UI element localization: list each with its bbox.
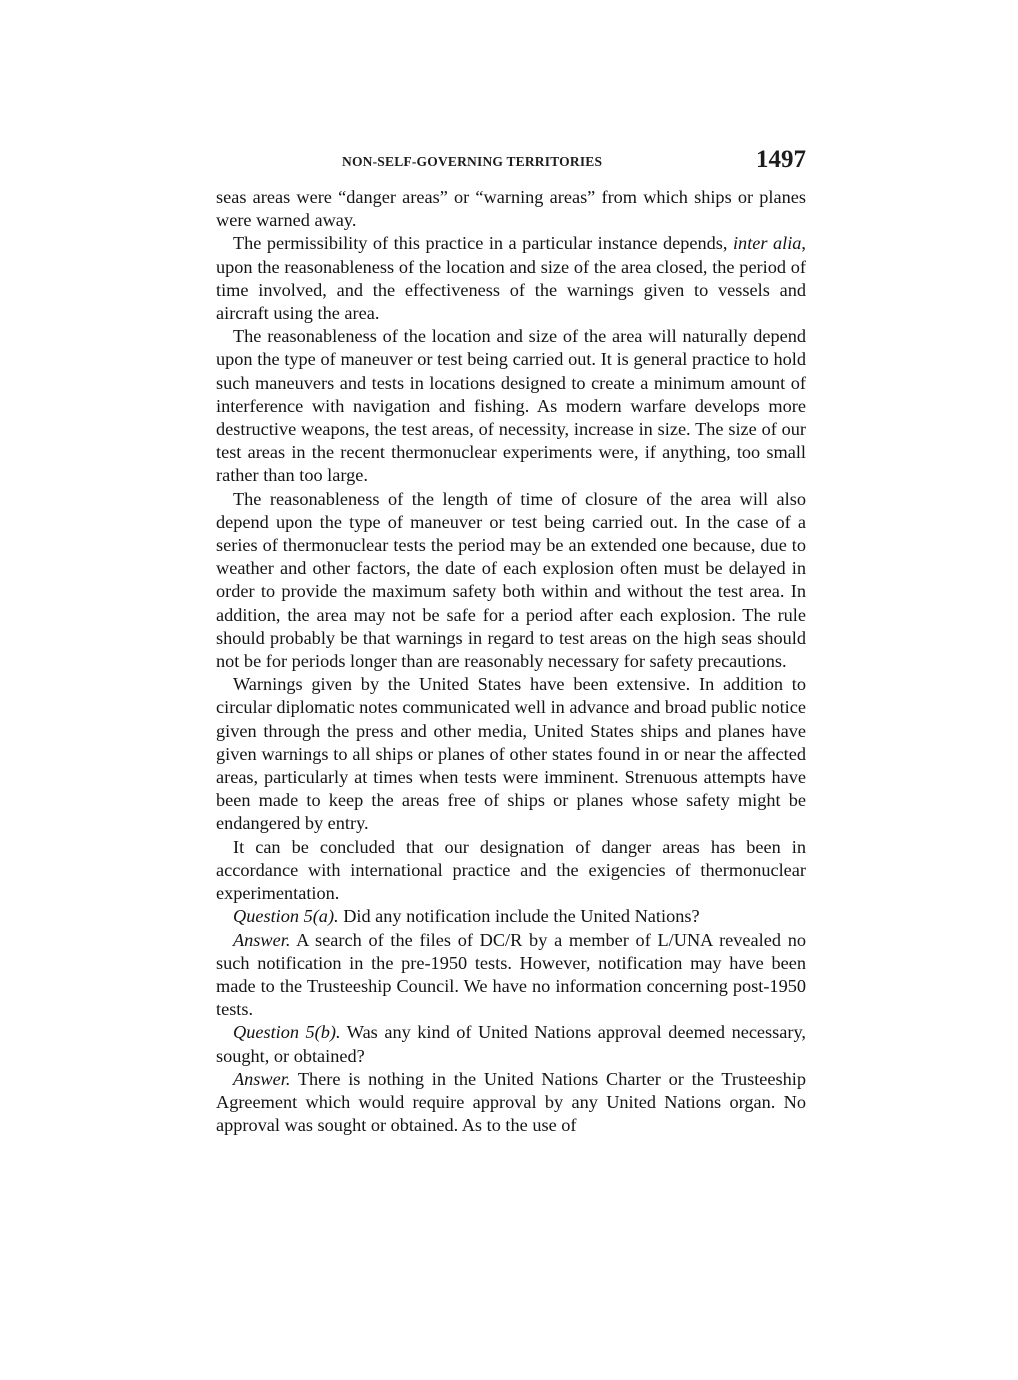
running-head <box>216 146 806 178</box>
question-text: Did any notification include the United Nations? <box>343 906 700 927</box>
answer-label: Answer. <box>233 1068 291 1089</box>
latin-phrase: inter alia <box>732 233 802 254</box>
paragraph-warnings: Warnings given by the United States have been extensive. In addition to circular diplomatic notes communicated well in advance and broad public notice given through the press and other media, United States ships and planes have given warnings to all ships or planes of other states found in or near the affected areas, particularly at times when tests were imminent. Strenuous attempts have been made to keep the areas free of ships or planes whose safety might be endangered by entry. <box>216 674 806 834</box>
question-label: Question 5(b). <box>233 1022 341 1043</box>
running-title: NON-SELF-GOVERNING TERRITORIES <box>342 154 603 169</box>
answer-text: There is nothing in the United Nations Charter or the Trusteeship Agreement which would require approval by any United Nations organ. No approval was sought or obtained. As to the use of <box>216 1068 806 1136</box>
question-5a <box>216 905 806 928</box>
paragraph-permissibility <box>216 232 806 325</box>
paragraph-continued: seas areas were “danger areas” or “warning areas” from which ships or planes were warned away. <box>216 187 806 231</box>
page-number: 1497 <box>756 146 806 173</box>
answer-label: Answer. <box>233 929 291 950</box>
answer-text: A search of the files of DC/R by a member of L/UNA revealed no such notification in the pre-1950 tests. However, notification may have been made to the Trusteeship Council. We have no information concerning post-1950 tests. <box>216 929 807 1020</box>
answer-5a <box>216 929 806 1022</box>
question-label: Question 5(a). <box>233 906 339 927</box>
paragraph-time-of-closure: The reasonableness of the length of time of closure of the area will also depend upon the type of maneuver or test being carried out. In the case of a series of thermonuclear tests the period may be an extended one because, due to weather and other factors, the date of each explosion often must be delayed in order to provide the maximum safety both within and without the test area. In addition, the area may not be safe for a period after each explosion. The rule should probably be that warnings in regard to test areas on the high seas should not be for periods longer than are reasonably necessary for safety precautions. <box>216 488 806 672</box>
question-5b <box>216 1021 806 1067</box>
answer-5b <box>216 1068 806 1138</box>
paragraph-text: The permissibility of this practice in a particular instance depends, <box>233 233 728 254</box>
question-text: Was any kind of United Nations approval deemed necessary, sought, or obtained? <box>216 1022 807 1066</box>
body-text <box>216 186 806 1137</box>
paragraph-text: , upon the reasonableness of the location and size of the area closed, the period of time involved, and the effectiveness of the warnings given to vessels and aircraft using the area. <box>216 233 806 324</box>
paragraph-conclusion: It can be concluded that our designation of danger areas has been in accordance with international practice and the exigencies of thermonuclear experimentation. <box>216 836 806 904</box>
paragraph-location-size: The reasonableness of the location and size of the area will naturally depend upon the type of maneuver or test being carried out. It is general practice to hold such maneuvers and tests in locations designed to create a minimum amount of interference with navigation and fishing. As modern warfare develops more destructive weapons, the test areas, of necessity, increase in size. The size of our test areas in the recent thermonuclear experiments were, if anything, too small rather than too large. <box>216 326 806 486</box>
